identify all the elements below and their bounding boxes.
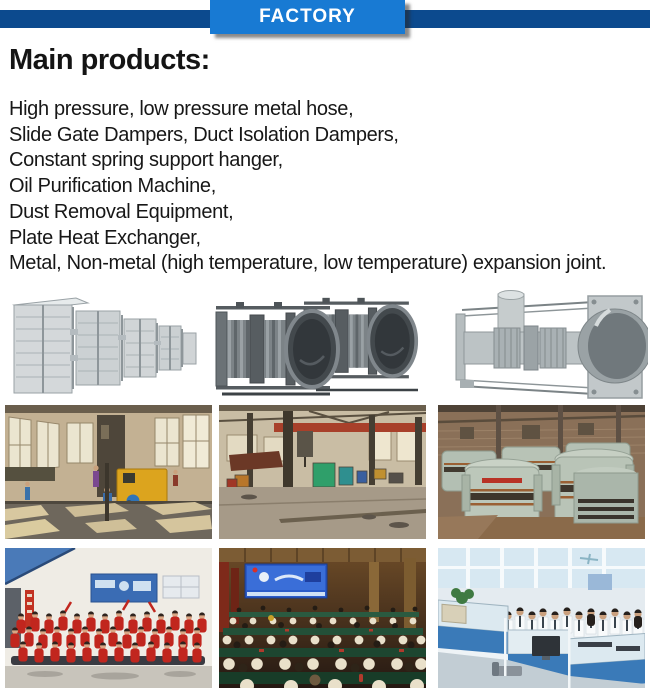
photo-staff-group [5,548,212,688]
photo-office-team [438,548,645,688]
factory-banner [210,0,405,34]
product-render-expansion-joints [212,292,424,404]
product-render-elbow-joint [436,286,648,410]
photo-conference-hall [219,548,426,688]
product-line: Dust Removal Equipment, [9,200,234,223]
photo-workshop-overview [219,405,426,539]
product-line: Slide Gate Dampers, Duct Isolation Dampers, [9,123,399,146]
factory-banner-label: FACTORY [259,6,356,27]
photo-workshop-assembly-bay [5,405,212,539]
photo-expansion-joint-stock [438,405,645,539]
product-line: Oil Purification Machine, [9,175,216,198]
main-products-title: Main products: [9,44,210,76]
product-line: Metal, Non-metal (high temperature, low temperature) expansion joint. [9,252,607,275]
product-line: Plate Heat Exchanger, [9,226,201,249]
product-render-dampers [6,289,202,401]
product-list [9,97,606,277]
product-line: Constant spring support hanger, [9,149,283,172]
product-line: High pressure, low pressure metal hose, [9,98,354,120]
